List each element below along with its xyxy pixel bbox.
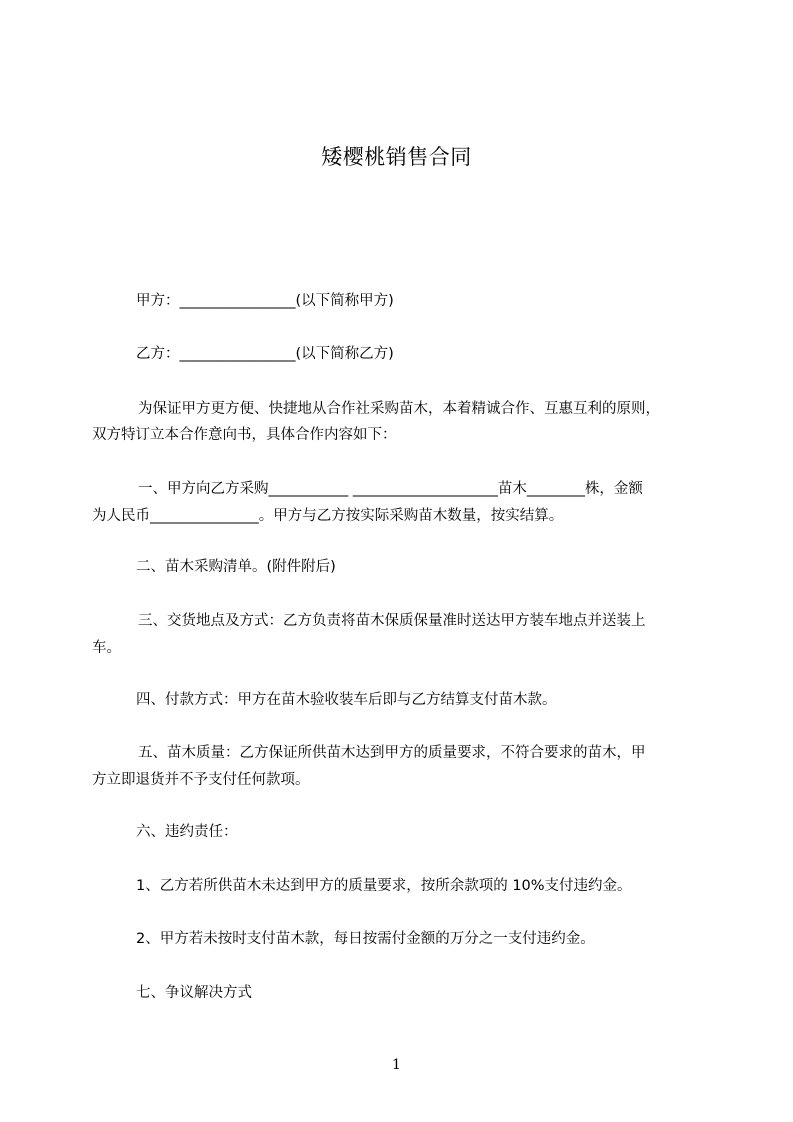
party-a-line: 甲方：________________(以下简称甲方) <box>136 293 394 309</box>
clause-6-item-1: 1、乙方若所供苗木未达到甲方的质量要求，按所余款项的 10%支付违约金。 <box>136 878 632 894</box>
clause-5-line-2: 方立即退货并不予支付任何款项。 <box>92 772 310 788</box>
clause-6-item-2: 2、甲方若未按时支付苗木款，每日按需付金额的万分之一支付违约金。 <box>136 931 595 947</box>
clause-4-line: 四、付款方式：甲方在苗木验收装车后即与乙方结算支付苗木款。 <box>136 692 557 708</box>
clause-3-line-2: 车。 <box>92 640 121 656</box>
clause-5-line-1: 五、苗木质量：乙方保证所供苗木达到甲方的质量要求，不符合要求的苗木，甲 <box>138 745 646 761</box>
clause-6-heading: 六、违约责任： <box>136 824 238 840</box>
clause-2-line: 二、苗木采购清单。(附件附后) <box>136 559 336 575</box>
intro-line-2: 双方特订立本合作意向书，具体合作内容如下： <box>92 427 397 443</box>
clause-3-line-1: 三、交货地点及方式：乙方负责将苗木保质保量准时送达甲方装车地点并送装上 <box>138 613 646 629</box>
clause-7-heading: 七、争议解决方式 <box>136 985 252 1001</box>
clause-1-line-2: 为人民币_______________。甲方与乙方按实际采购苗木数量，按实结算。 <box>92 508 564 524</box>
intro-line-1: 为保证甲方更方便、快捷地从合作社采购苗木，本着精诚合作、互惠互利的原则， <box>138 401 660 417</box>
clause-1-line-1: 一、甲方向乙方采购___________ ____________________苗木________株，金额 <box>138 481 643 497</box>
party-b-line: 乙方：________________(以下简称乙方) <box>136 346 394 362</box>
page-number: 1 <box>392 1057 401 1073</box>
document-title: 矮樱桃销售合同 <box>321 145 472 169</box>
